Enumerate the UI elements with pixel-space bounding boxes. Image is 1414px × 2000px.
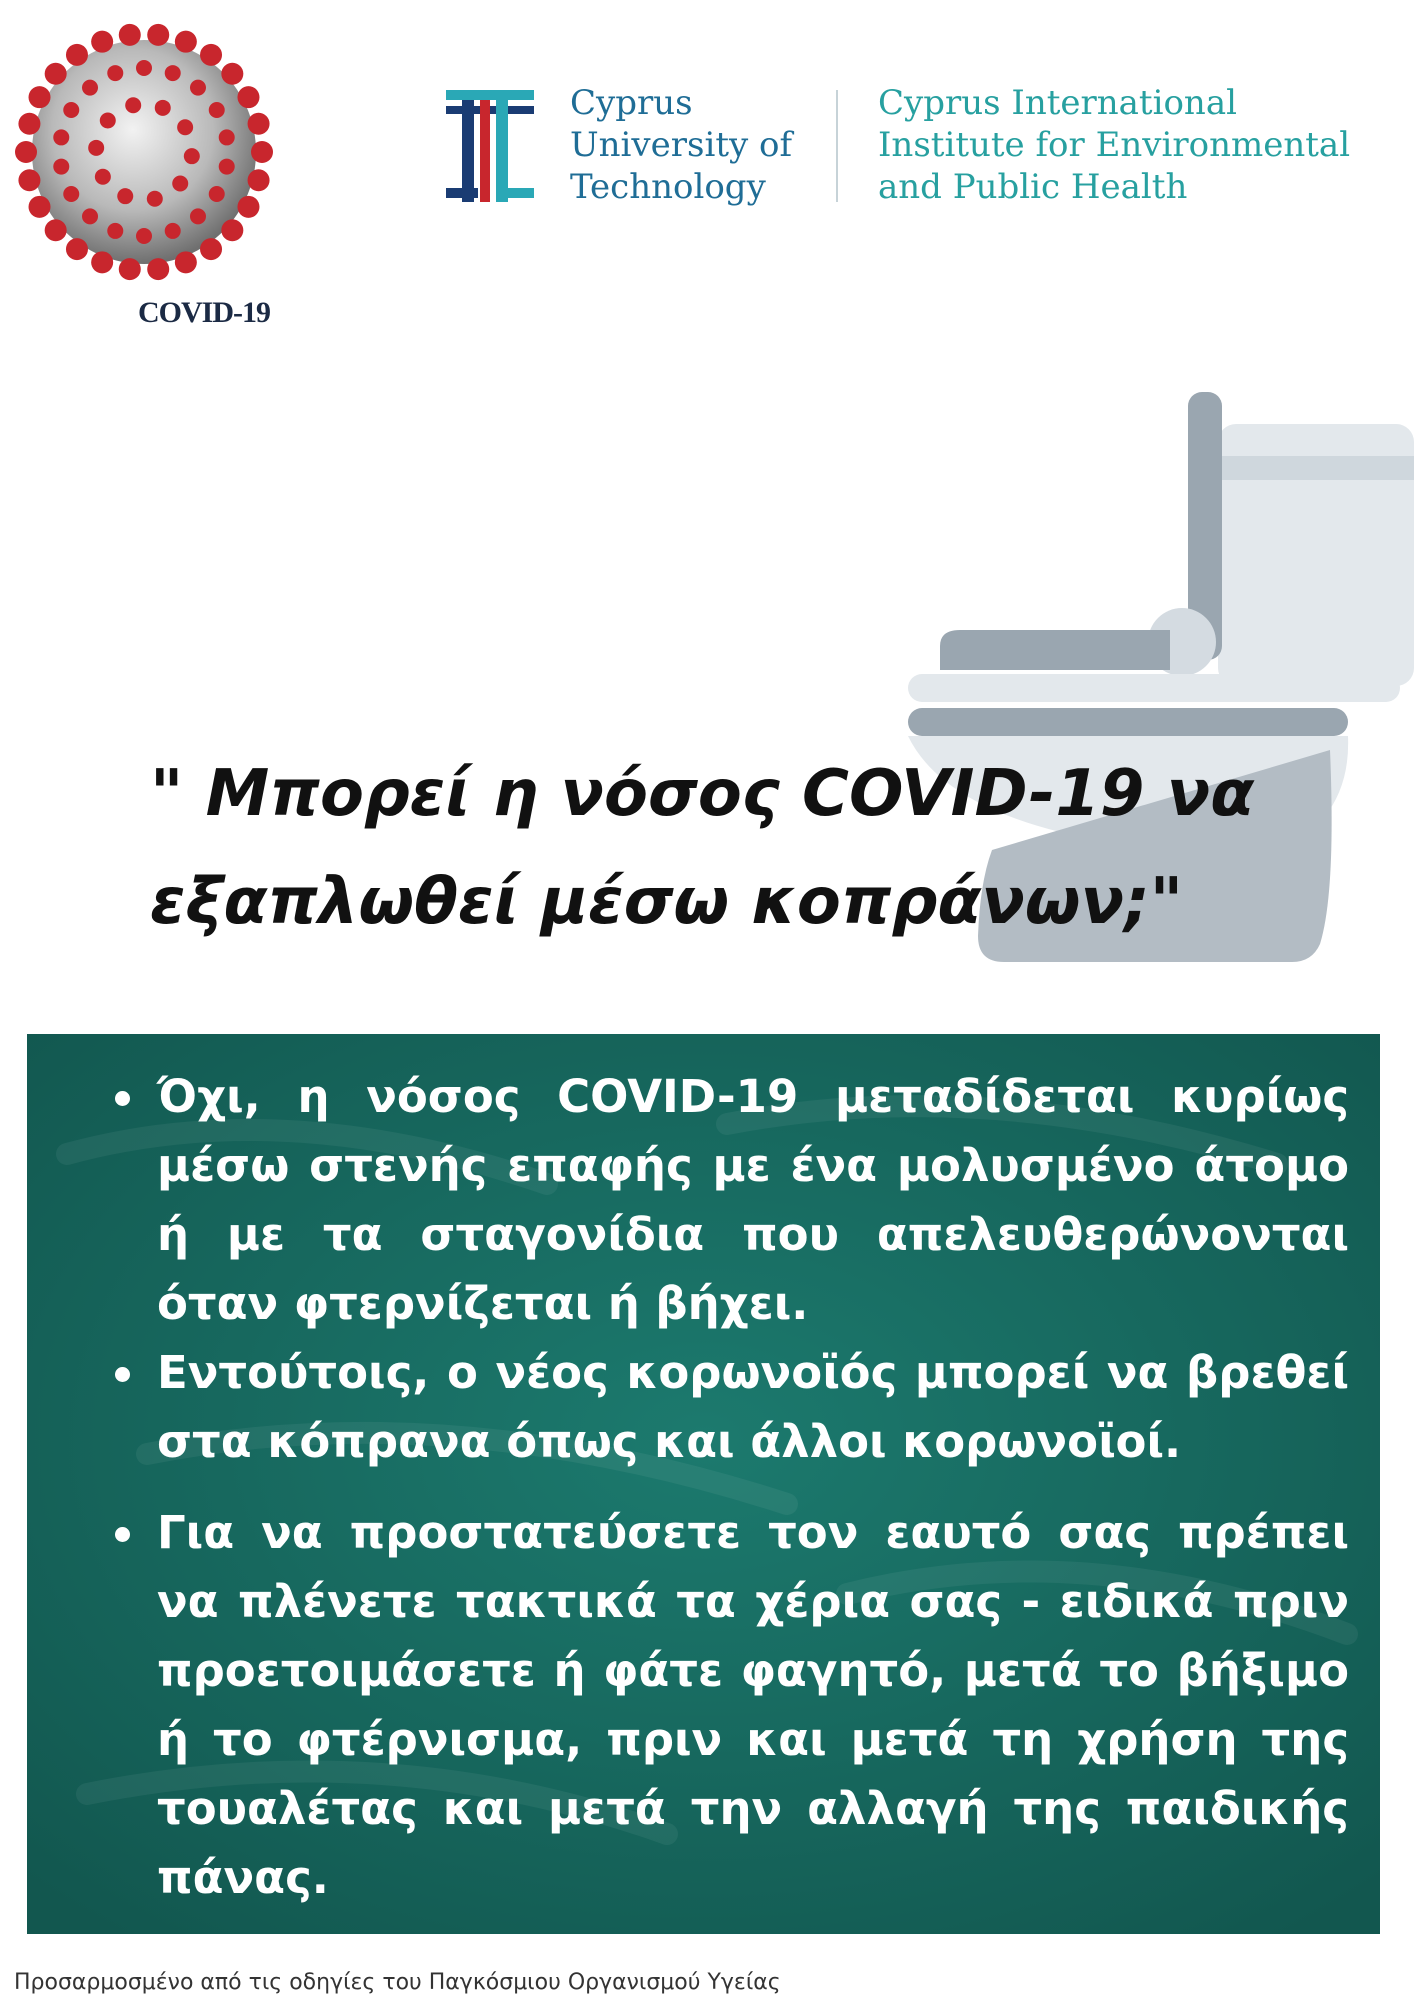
virus-spike — [209, 102, 225, 118]
virus-spike — [165, 223, 181, 239]
coronavirus-icon — [8, 16, 280, 288]
virus-spike — [18, 169, 40, 191]
headline-question — [150, 740, 1280, 956]
virus-spike — [237, 196, 259, 218]
virus-spike — [237, 86, 259, 108]
virus-spike — [251, 141, 273, 163]
virus-spike — [66, 238, 88, 260]
virus-spike — [147, 191, 163, 207]
virus-spike — [91, 251, 113, 273]
covid-badge-label: COVID-19 — [138, 296, 270, 329]
bullet-dot — [115, 1367, 130, 1382]
virus-spike — [53, 129, 69, 145]
virus-spike — [45, 63, 67, 85]
virus-spike — [155, 100, 171, 116]
virus-spike — [29, 196, 51, 218]
headline-line: εξαπλωθεί μέσω κοπράνων;" — [150, 865, 1184, 939]
virus-spike — [107, 223, 123, 239]
virus-spike — [177, 119, 193, 135]
university-name-line: Technology — [570, 167, 766, 207]
virus-spike — [18, 113, 40, 135]
virus-spike — [248, 113, 270, 135]
virus-spike — [147, 24, 169, 46]
virus-spike — [15, 141, 37, 163]
virus-spike — [200, 44, 222, 66]
virus-spike — [119, 258, 141, 280]
virus-spike — [219, 129, 235, 145]
virus-spike — [91, 31, 113, 53]
virus-spike — [95, 169, 111, 185]
virus-spike — [88, 140, 104, 156]
virus-spike — [175, 31, 197, 53]
info-bullet-text: Για να προστατεύσετε τον εαυτό σας πρέπει να πλένετε τακτικά τα χέρια σας - ειδικά πριν προετοιμάσετε ή φάτε φαγητό, μετά το βήξιμο ή το φτέρνισμα, πριν και μετά τη χρήση της τουαλέτας και μετά την αλλαγή της παιδικής πάνας. — [157, 1506, 1349, 1904]
virus-spike — [82, 208, 98, 224]
virus-spike — [45, 219, 67, 241]
info-bullet-text: Εντούτοις, ο νέος κορωνοϊός μπορεί να βρεθεί στα κόπρανα όπως και άλλοι κορωνοϊοί. — [157, 1346, 1349, 1468]
virus-spike — [209, 186, 225, 202]
university-name-line: Cyprus — [570, 83, 693, 123]
virus-spike — [136, 60, 152, 76]
source-footnote: Προσαρμοσμένο από τις οδηγίες του Παγκόσμιου Οργανισμού Υγείας — [14, 1970, 781, 1995]
info-bullet-list — [157, 1062, 1349, 1912]
virus-spike — [165, 65, 181, 81]
info-bullet — [157, 1062, 1349, 1338]
virus-spike — [221, 63, 243, 85]
virus-spike — [63, 102, 79, 118]
virus-spike — [184, 148, 200, 164]
virus-spike — [119, 24, 141, 46]
virus-spike — [190, 208, 206, 224]
virus-spike — [190, 80, 206, 96]
virus-spike — [63, 186, 79, 202]
virus-spike — [200, 238, 222, 260]
virus-spike — [147, 258, 169, 280]
virus-spike — [175, 251, 197, 273]
university-logo-icon — [446, 90, 534, 202]
info-panel — [27, 1034, 1380, 1934]
institute-name-line: Cyprus International — [878, 83, 1237, 123]
virus-spike — [53, 159, 69, 175]
virus-spike — [100, 113, 116, 129]
institute-name-line: Institute for Environmental — [878, 125, 1351, 165]
virus-spike — [29, 86, 51, 108]
bullet-dot — [115, 1527, 130, 1542]
virus-spike — [172, 175, 188, 191]
university-name — [570, 82, 792, 208]
institute-name — [878, 82, 1350, 208]
virus-spike — [248, 169, 270, 191]
institute-name-line: and Public Health — [878, 167, 1188, 207]
virus-spike — [82, 80, 98, 96]
virus-spike — [66, 44, 88, 66]
info-bullet — [157, 1498, 1349, 1912]
virus-spike — [221, 219, 243, 241]
bullet-dot — [115, 1091, 130, 1106]
logo-divider — [836, 90, 838, 202]
virus-spike — [117, 188, 133, 204]
virus-spike — [125, 97, 141, 113]
university-name-line: University of — [570, 125, 793, 165]
virus-spike — [219, 159, 235, 175]
headline-line: " Μπορεί η νόσος COVID-19 να — [150, 757, 1255, 831]
virus-spike — [107, 65, 123, 81]
info-bullet — [157, 1338, 1349, 1476]
info-bullet-text: Όχι, η νόσος COVID-19 μεταδίδεται κυρίως μέσω στενής επαφής με ένα μολυσμένο άτομο ή με τα σταγονίδια που απελευθερώνονται όταν φτερνίζεται ή βήχει. — [157, 1070, 1349, 1330]
virus-spike — [136, 228, 152, 244]
